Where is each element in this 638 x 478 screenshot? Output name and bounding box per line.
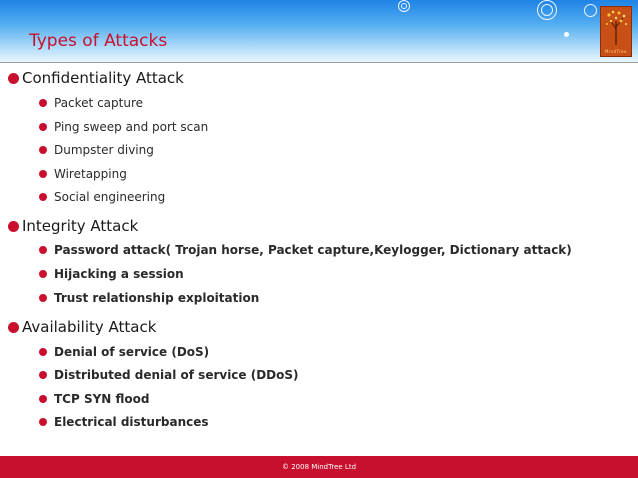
mindtree-logo (600, 6, 632, 57)
list-item-text: Denial of service (DoS) (54, 345, 210, 359)
list-item-text: Ping sweep and port scan (54, 120, 209, 134)
section-heading (8, 217, 138, 235)
list-item (39, 368, 299, 382)
slide-title: Types of Attacks (29, 31, 168, 51)
list-item (39, 190, 165, 204)
section-heading (8, 69, 184, 87)
logo-wordmark: MindTree (605, 49, 627, 54)
list-item (39, 167, 127, 181)
decorative-circle-icon (564, 32, 569, 37)
list-item-text: Trust relationship exploitation (54, 291, 260, 305)
copyright-text: © 2008 MindTree Ltd (281, 463, 357, 471)
list-item (39, 143, 154, 157)
list-item-text: Packet capture (54, 96, 144, 110)
section-heading-text: Confidentiality Attack (22, 69, 184, 87)
list-item (39, 243, 572, 257)
list-item-text: Social engineering (54, 190, 166, 204)
bullet-icon (39, 348, 47, 356)
bullet-icon (39, 246, 47, 254)
bullet-icon (39, 123, 47, 131)
list-item (39, 291, 259, 305)
bullet-icon (39, 294, 47, 302)
section-heading (8, 318, 156, 336)
section-heading-text: Availability Attack (22, 318, 157, 336)
bullet-icon (39, 395, 47, 403)
bullet-icon (39, 270, 47, 278)
list-item (39, 120, 208, 134)
list-item-text: Wiretapping (54, 167, 127, 181)
list-item (39, 345, 209, 359)
bullet-icon (39, 146, 47, 154)
list-item-text: Dumpster diving (54, 143, 154, 157)
bullet-icon (39, 418, 47, 426)
bullet-icon (8, 73, 19, 84)
header-divider (0, 62, 638, 63)
decorative-circle-icon (584, 4, 597, 17)
list-item (39, 392, 150, 406)
list-item-text: Hijacking a session (54, 267, 184, 281)
slide-footer (0, 456, 638, 478)
list-item (39, 415, 209, 429)
bullet-icon (39, 99, 47, 107)
slide-header (0, 0, 638, 62)
list-item (39, 267, 184, 281)
decorative-circle-icon (541, 4, 553, 16)
bullet-icon (39, 170, 47, 178)
bullet-icon (8, 221, 19, 232)
list-item-text: Distributed denial of service (DDoS) (54, 368, 299, 382)
list-item-text: Password attack( Trojan horse, Packet capture,Keylogger, Dictionary attack) (54, 243, 572, 257)
bullet-icon (39, 193, 47, 201)
bullet-icon (39, 371, 47, 379)
list-item-text: Electrical disturbances (54, 415, 209, 429)
bullet-icon (8, 322, 19, 333)
list-item-text: TCP SYN flood (54, 392, 150, 406)
tree-icon (601, 7, 631, 47)
list-item (39, 96, 143, 110)
decorative-circle-icon (401, 3, 407, 9)
section-heading-text: Integrity Attack (22, 217, 139, 235)
